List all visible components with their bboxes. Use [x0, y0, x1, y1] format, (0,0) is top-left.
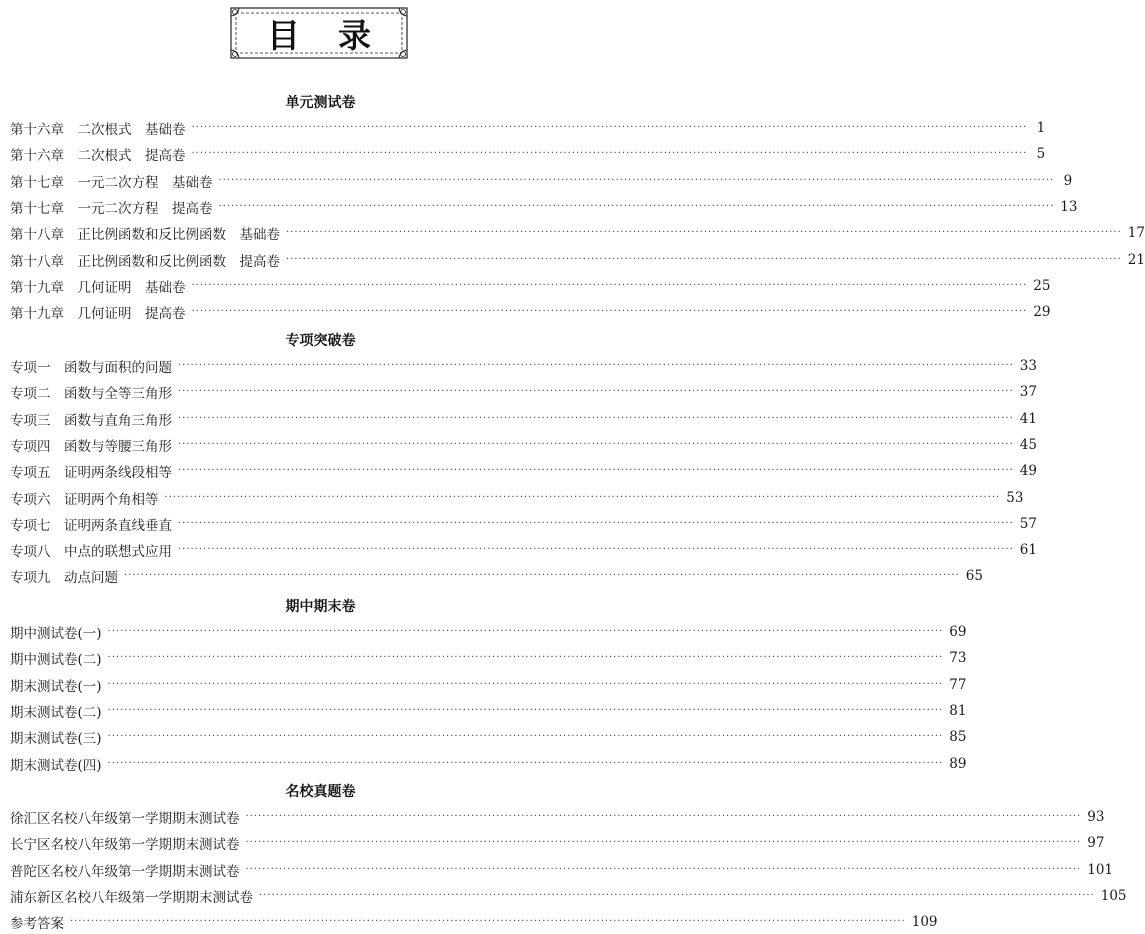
toc-entry[interactable]	[10, 408, 1037, 430]
leader-dots: ········································································································································································································	[178, 412, 1014, 424]
toc-entry[interactable]	[10, 460, 1037, 482]
toc-entry-label: 第十八章 正比例函数和反比例函数 基础卷	[10, 227, 280, 244]
toc-entry-label: 普陀区名校八年级第一学期期末测试卷	[10, 863, 240, 880]
toc-entry-page: 25	[1033, 277, 1051, 294]
toc-entry[interactable]	[10, 911, 938, 933]
section-heading: 名校真题卷	[285, 784, 356, 800]
leader-dots: ········································································································································································································	[124, 570, 960, 582]
toc-entry-label: 专项八 中点的联想式应用	[10, 544, 172, 561]
toc-entry-page: 109	[911, 914, 938, 931]
toc-entry-label: 第十八章 正比例函数和反比例函数 提高卷	[10, 253, 280, 270]
toc-entry-label: 参考答案	[10, 916, 64, 933]
leader-dots: ········································································································································································································	[178, 517, 1014, 529]
section-heading: 专项突破卷	[285, 333, 356, 349]
toc-entry[interactable]	[10, 487, 1024, 509]
toc-title	[229, 6, 409, 60]
toc-entry[interactable]	[10, 434, 1037, 456]
toc-entry[interactable]	[10, 621, 967, 643]
toc-entry-label: 期末测试卷(二)	[10, 704, 102, 721]
toc-entry[interactable]	[10, 513, 1037, 535]
toc-entry[interactable]	[10, 647, 967, 669]
toc-entry-page: 5	[1036, 146, 1046, 163]
toc-entry-page: 89	[949, 755, 967, 772]
toc-entry[interactable]	[10, 222, 1145, 244]
leader-dots: ········································································································································································································	[191, 306, 1028, 318]
toc-entry-label: 专项七 证明两条直线垂直	[10, 517, 172, 534]
toc-entry[interactable]	[10, 196, 1078, 218]
toc-entry-label: 专项九 动点问题	[10, 570, 118, 587]
leader-dots: ········································································································································································································	[178, 544, 1014, 556]
toc-entry-page: 21	[1127, 251, 1145, 268]
leader-dots: ········································································································································································································	[107, 757, 944, 769]
toc-entry-label: 第十七章 一元二次方程 提高卷	[10, 200, 213, 217]
leader-dots: ········································································································································································································	[107, 626, 944, 637]
leader-dots: ········································································································································································································	[178, 465, 1014, 477]
leader-dots: ········································································································································································································	[191, 122, 1028, 133]
leader-dots: ········································································································································································································	[178, 360, 1014, 371]
toc-entry[interactable]	[10, 700, 967, 722]
toc-entry-label: 期末测试卷(四)	[10, 757, 102, 774]
toc-entry-page: 9	[1063, 172, 1073, 189]
leader-dots: ········································································································································································································	[107, 678, 944, 690]
toc-entry-page: 85	[949, 729, 967, 746]
leader-dots: ········································································································································································································	[259, 889, 1095, 901]
toc-entry-page: 53	[1006, 489, 1024, 506]
toc-entry-page: 57	[1019, 515, 1037, 532]
toc-entry-label: 第十六章 二次根式 提高卷	[10, 148, 186, 165]
title-char-left: 目	[267, 15, 300, 55]
leader-dots: ········································································································································································································	[245, 811, 1082, 822]
toc-entry-label: 第十七章 一元二次方程 基础卷	[10, 174, 213, 191]
toc-entry-label: 第十六章 二次根式 基础卷	[10, 122, 186, 138]
toc-entry-label: 长宁区名校八年级第一学期期末测试卷	[10, 837, 240, 854]
toc-entry[interactable]	[10, 726, 967, 748]
toc-entry[interactable]	[10, 806, 1105, 828]
toc-entry-page: 105	[1100, 887, 1127, 904]
toc-entry-label: 徐汇区名校八年级第一学期期末测试卷	[10, 811, 240, 827]
toc-entry-page: 17	[1127, 225, 1145, 242]
leader-dots: ········································································································································································································	[245, 863, 1082, 875]
toc-entry-page: 73	[949, 650, 967, 667]
toc-entry[interactable]	[10, 143, 1046, 165]
toc-entry-label: 期末测试卷(三)	[10, 731, 102, 748]
toc-entry-page: 1	[1036, 120, 1046, 136]
toc-entry[interactable]	[10, 753, 967, 775]
toc-entry-label: 专项三 函数与直角三角形	[10, 412, 172, 429]
toc-entry-label: 浦东新区名校八年级第一学期期末测试卷	[10, 889, 253, 906]
toc-entry-label: 专项五 证明两条线段相等	[10, 465, 172, 482]
toc-entry[interactable]	[10, 539, 1037, 561]
leader-dots: ········································································································································································································	[191, 279, 1028, 291]
toc-entry-page: 69	[949, 624, 967, 640]
leader-dots: ········································································································································································································	[218, 200, 1055, 212]
toc-entry-label: 期中测试卷(一)	[10, 626, 102, 642]
toc-entry-label: 第十九章 几何证明 基础卷	[10, 279, 186, 296]
leader-dots: ········································································································································································································	[286, 227, 1122, 239]
toc-entry-page: 37	[1019, 384, 1037, 401]
toc-entry[interactable]	[10, 885, 1127, 907]
toc-entry-page: 41	[1019, 410, 1037, 427]
toc-entry-label: 专项六 证明两个角相等	[10, 491, 159, 508]
toc-entry-label: 第十九章 几何证明 提高卷	[10, 306, 186, 323]
toc-entry-label: 专项一 函数与面积的问题	[10, 360, 172, 376]
toc-entry[interactable]	[10, 832, 1105, 854]
leader-dots: ········································································································································································································	[218, 174, 1055, 186]
leader-dots: ········································································································································································································	[178, 386, 1014, 398]
toc-entry-page: 33	[1019, 358, 1037, 374]
title-char-right: 录	[338, 15, 371, 55]
toc-entry[interactable]	[10, 859, 1114, 881]
toc-entry[interactable]	[10, 355, 1037, 377]
leader-dots: ········································································································································································································	[245, 837, 1082, 849]
toc-entry-page: 61	[1019, 542, 1037, 559]
toc-entry[interactable]	[10, 170, 1073, 192]
toc-entry-page: 65	[965, 568, 983, 585]
toc-entry-label: 期中测试卷(二)	[10, 652, 102, 669]
toc-entry[interactable]	[10, 381, 1037, 403]
leader-dots: ········································································································································································································	[191, 148, 1028, 160]
leader-dots: ········································································································································································································	[107, 731, 944, 743]
toc-entry[interactable]	[10, 117, 1046, 139]
toc-entry-page: 101	[1087, 861, 1114, 878]
toc-entry-page: 13	[1060, 198, 1078, 215]
section-heading: 单元测试卷	[285, 95, 356, 111]
toc-entry[interactable]	[10, 565, 983, 587]
toc-entry-page: 97	[1087, 835, 1105, 852]
toc-entry[interactable]	[10, 301, 1051, 323]
section-heading: 期中期末卷	[285, 599, 356, 615]
toc-entry-label: 专项二 函数与全等三角形	[10, 386, 172, 403]
leader-dots: ········································································································································································································	[178, 438, 1014, 450]
leader-dots: ········································································································································································································	[107, 704, 944, 716]
toc-entry[interactable]	[10, 249, 1145, 271]
toc-entry-label: 期末测试卷(一)	[10, 678, 102, 695]
toc-entry-page: 45	[1019, 436, 1037, 453]
leader-dots: ········································································································································································································	[164, 491, 1001, 503]
toc-entry-label: 专项四 函数与等腰三角形	[10, 438, 172, 455]
toc-entry[interactable]	[10, 674, 967, 696]
leader-dots: ········································································································································································································	[286, 253, 1122, 265]
toc-entry-page: 81	[949, 702, 967, 719]
leader-dots: ········································································································································································································	[107, 652, 944, 664]
toc-entry-page: 77	[949, 676, 967, 693]
toc-entry[interactable]	[10, 275, 1051, 297]
leader-dots: ········································································································································································································	[70, 916, 906, 928]
toc-entry-page: 29	[1033, 304, 1051, 321]
toc-entry-page: 49	[1019, 463, 1037, 480]
toc-entry-page: 93	[1087, 809, 1105, 825]
